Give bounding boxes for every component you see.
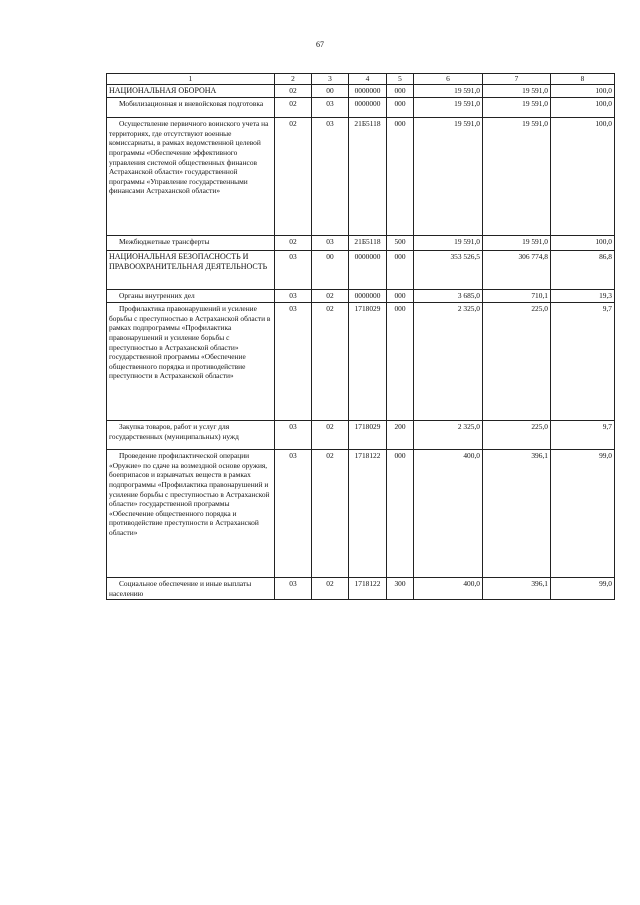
target-article-code: 1718029 xyxy=(349,303,387,421)
planned-amount: 400,0 xyxy=(414,578,483,600)
executed-amount: 225,0 xyxy=(483,303,551,421)
expense-type-code: 500 xyxy=(387,236,414,251)
header-row xyxy=(107,74,615,85)
table-row xyxy=(107,236,615,251)
section-code: 02 xyxy=(275,236,312,251)
subsection-code: 03 xyxy=(312,118,349,236)
table-row xyxy=(107,290,615,303)
target-article-code: 1718122 xyxy=(349,450,387,578)
planned-amount: 19 591,0 xyxy=(414,118,483,236)
expense-type-code: 000 xyxy=(387,251,414,290)
column-header: 4 xyxy=(349,74,387,85)
budget-table xyxy=(106,73,615,600)
column-header: 1 xyxy=(107,74,275,85)
table-row xyxy=(107,98,615,118)
execution-percent: 99,0 xyxy=(551,450,615,578)
column-header: 3 xyxy=(312,74,349,85)
row-name: НАЦИОНАЛЬНАЯ ОБОРОНА xyxy=(107,84,275,97)
target-article-code: 0000000 xyxy=(349,290,387,303)
target-article-code: 0000000 xyxy=(349,251,387,290)
execution-percent: 100,0 xyxy=(551,236,615,251)
execution-percent: 9,7 xyxy=(551,303,615,421)
column-header: 2 xyxy=(275,74,312,85)
target-article-code: 0000000 xyxy=(349,98,387,118)
expense-type-code: 000 xyxy=(387,84,414,97)
row-name: Закупка товаров, работ и услуг для государственных (муниципальных) нужд xyxy=(107,421,275,450)
subsection-code: 03 xyxy=(312,236,349,251)
section-code: 02 xyxy=(275,98,312,118)
section-code: 02 xyxy=(275,118,312,236)
target-article-code: 0000000 xyxy=(349,84,387,97)
table-row xyxy=(107,118,615,236)
subsection-code: 00 xyxy=(312,251,349,290)
section-code: 03 xyxy=(275,578,312,600)
subsection-code: 03 xyxy=(312,98,349,118)
row-name: Проведение профилактической операции «Оружие» по сдаче на возмездной основе оружия, боеприпасов и взрывчатых веществ в рамках подпрограммы «Профилактика правонарушений и усиление борьбы с преступностью в Астраханской области» государственной программы «Обеспечение общественного порядка и противодействие преступности в Астраханской области» xyxy=(107,450,275,578)
expense-type-code: 000 xyxy=(387,450,414,578)
column-header: 8 xyxy=(551,74,615,85)
execution-percent: 100,0 xyxy=(551,98,615,118)
expense-type-code: 000 xyxy=(387,303,414,421)
execution-percent: 100,0 xyxy=(551,118,615,236)
table-row xyxy=(107,303,615,421)
execution-percent: 100,0 xyxy=(551,84,615,97)
subsection-code: 00 xyxy=(312,84,349,97)
planned-amount: 19 591,0 xyxy=(414,84,483,97)
expense-type-code: 000 xyxy=(387,290,414,303)
table-row xyxy=(107,251,615,290)
executed-amount: 19 591,0 xyxy=(483,84,551,97)
section-code: 03 xyxy=(275,251,312,290)
row-name: Осуществление первичного воинского учета на территориях, где отсутствуют военные комиссариаты, в рамках ведомственной целевой программы «Обеспечение эффективного управления системой общественных финансов Астраханской области» государственной программы «Управление государственными финансами Астраханской области» xyxy=(107,118,275,236)
table-row xyxy=(107,578,615,600)
execution-percent: 19,3 xyxy=(551,290,615,303)
executed-amount: 710,1 xyxy=(483,290,551,303)
row-name: Межбюджетные трансферты xyxy=(107,236,275,251)
planned-amount: 400,0 xyxy=(414,450,483,578)
planned-amount: 19 591,0 xyxy=(414,98,483,118)
planned-amount: 2 325,0 xyxy=(414,421,483,450)
executed-amount: 396,1 xyxy=(483,578,551,600)
execution-percent: 86,8 xyxy=(551,251,615,290)
column-header: 6 xyxy=(414,74,483,85)
target-article-code: 1718029 xyxy=(349,421,387,450)
subsection-code: 02 xyxy=(312,290,349,303)
executed-amount: 396,1 xyxy=(483,450,551,578)
section-code: 03 xyxy=(275,421,312,450)
section-code: 03 xyxy=(275,450,312,578)
expense-type-code: 000 xyxy=(387,98,414,118)
table-row xyxy=(107,84,615,97)
table-row xyxy=(107,421,615,450)
executed-amount: 19 591,0 xyxy=(483,236,551,251)
expense-type-code: 000 xyxy=(387,118,414,236)
row-name: Мобилизационная и вневойсковая подготовка xyxy=(107,98,275,118)
column-header: 5 xyxy=(387,74,414,85)
page-number: 67 xyxy=(316,40,324,49)
target-article-code: 21Б5118 xyxy=(349,118,387,236)
planned-amount: 353 526,5 xyxy=(414,251,483,290)
subsection-code: 02 xyxy=(312,450,349,578)
section-code: 03 xyxy=(275,303,312,421)
target-article-code: 1718122 xyxy=(349,578,387,600)
row-name: НАЦИОНАЛЬНАЯ БЕЗОПАСНОСТЬ И ПРАВООХРАНИТЕЛЬНАЯ ДЕЯТЕЛЬНОСТЬ xyxy=(107,251,275,290)
executed-amount: 19 591,0 xyxy=(483,98,551,118)
subsection-code: 02 xyxy=(312,578,349,600)
planned-amount: 2 325,0 xyxy=(414,303,483,421)
row-name: Социальное обеспечение и иные выплаты населению xyxy=(107,578,275,600)
planned-amount: 3 685,0 xyxy=(414,290,483,303)
subsection-code: 02 xyxy=(312,303,349,421)
row-name: Органы внутренних дел xyxy=(107,290,275,303)
executed-amount: 306 774,8 xyxy=(483,251,551,290)
column-header: 7 xyxy=(483,74,551,85)
planned-amount: 19 591,0 xyxy=(414,236,483,251)
subsection-code: 02 xyxy=(312,421,349,450)
execution-percent: 99,0 xyxy=(551,578,615,600)
target-article-code: 21Б5118 xyxy=(349,236,387,251)
row-name: Профилактика правонарушений и усиление борьбы с преступностью в Астраханской области в рамках подпрограммы «Профилактика правонарушений и усиление борьбы с преступностью в Астраханской области» государственной программы «Обеспечение общественного порядка и противодействие преступности в Астраханской области» xyxy=(107,303,275,421)
section-code: 02 xyxy=(275,84,312,97)
expense-type-code: 300 xyxy=(387,578,414,600)
executed-amount: 19 591,0 xyxy=(483,118,551,236)
section-code: 03 xyxy=(275,290,312,303)
execution-percent: 9,7 xyxy=(551,421,615,450)
table-row xyxy=(107,450,615,578)
executed-amount: 225,0 xyxy=(483,421,551,450)
expense-type-code: 200 xyxy=(387,421,414,450)
